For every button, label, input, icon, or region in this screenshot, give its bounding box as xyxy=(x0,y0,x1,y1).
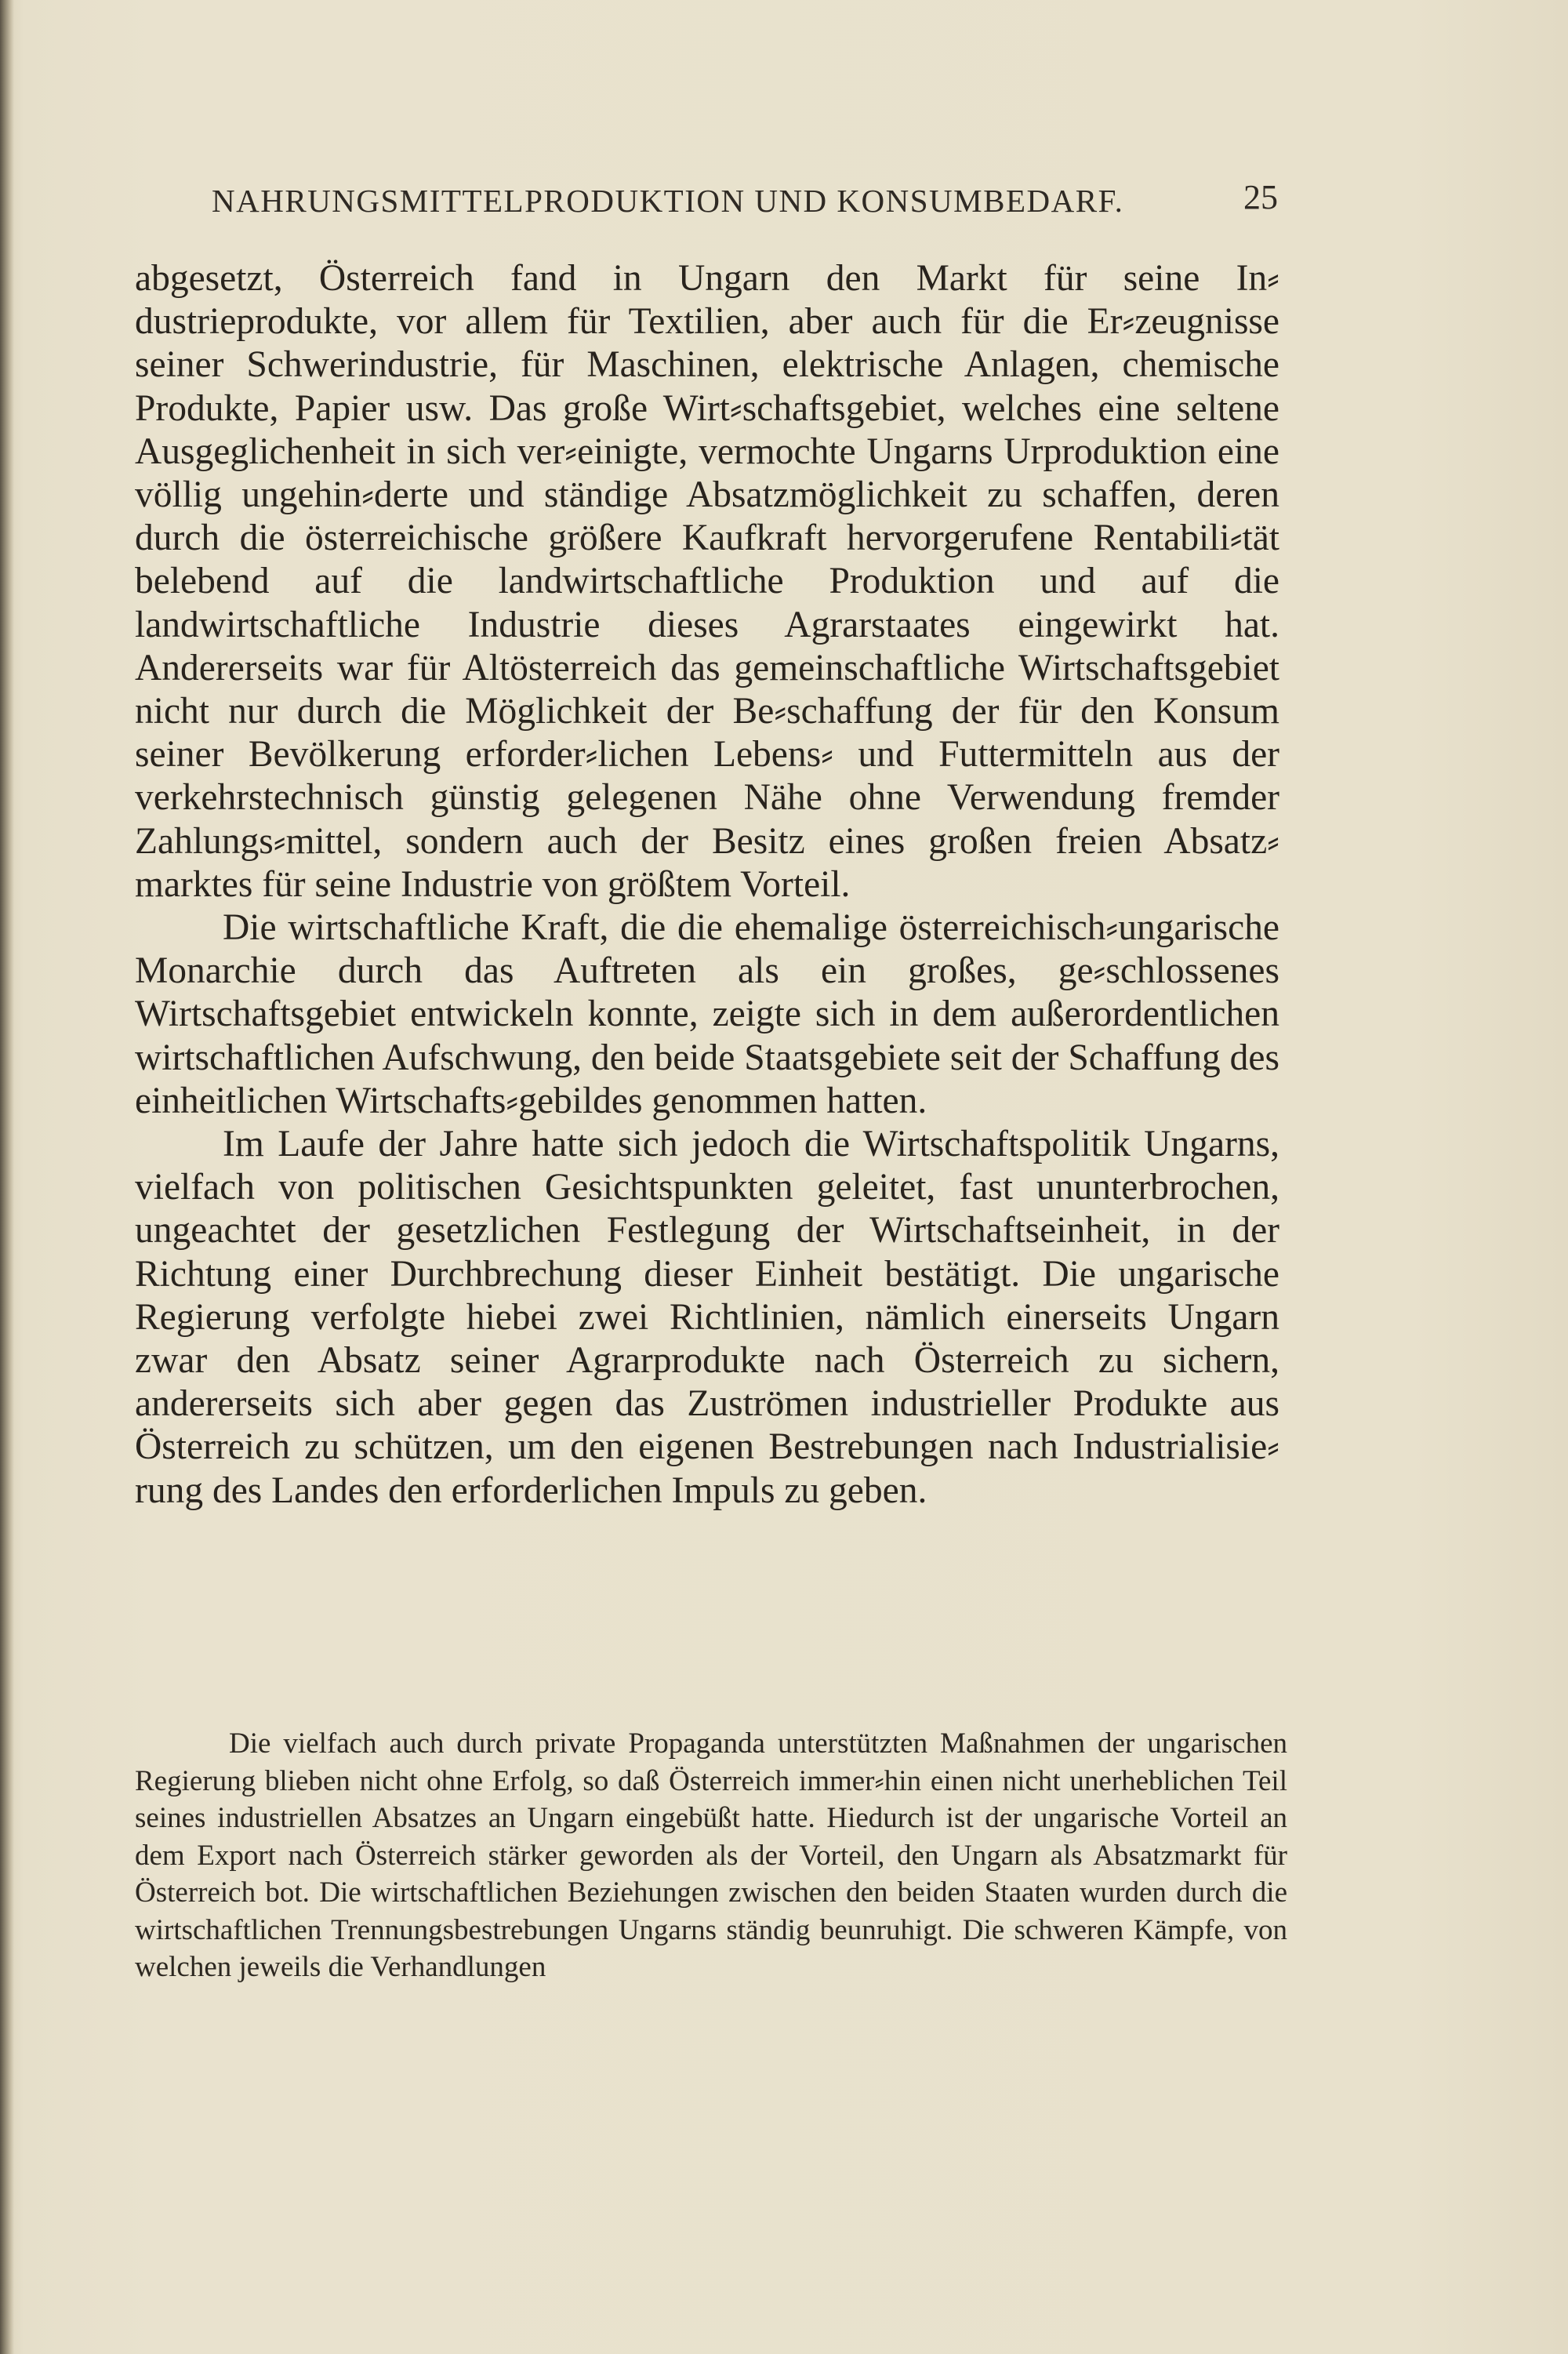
main-text xyxy=(135,257,1279,1513)
page-header xyxy=(212,178,1278,229)
paragraph-3: Im Laufe der Jahre hatte sich jedoch die Wirtschaftspolitik Ungarns, vielfach von politischen Gesichtspunkten geleitet, fast ununterbrochen, ungeachtet der gesetzlichen Festlegung der Wirtschaftseinheit, in der Richtung einer Durchbrechung dieser Einheit bestätigt. Die ungarische Regierung verfolgte hiebei zwei Richtlinien, nämlich einerseits Ungarn zwar den Absatz seiner Agrarprodukte nach Österreich zu sichern, andererseits sich aber gegen das Zuströmen industrieller Produkte aus Österreich zu schützen, um den eigenen Bestrebungen nach Industrialisie⸗rung des Landes den erforderlichen Impuls zu geben. xyxy=(135,1124,1279,1511)
paragraph-1: abgesetzt, Österreich fand in Ungarn den Markt für seine In⸗dustrieprodukte, vor allem für Textilien, aber auch für die Er⸗zeugnisse seiner Schwerindustrie, für Maschinen, elektrische Anlagen, chemische Produkte, Papier usw. Das große Wirt⸗schaftsgebiet, welches eine seltene Ausgeglichenheit in sich ver⸗einigte, vermochte Ungarns Urproduktion eine völlig ungehin⸗derte und ständige Absatzmöglichkeit zu schaffen, deren durch die österreichische größere Kaufkraft hervorgerufene Rentabili⸗tät belebend auf die landwirtschaftliche Produktion und auf die landwirtschaftliche Industrie dieses Agrarstaates eingewirkt hat. Andererseits war für Altösterreich das gemeinschaftliche Wirtschaftsgebiet nicht nur durch die Möglichkeit der Be⸗schaffung der für den Konsum seiner Bevölkerung erforder⸗lichen Lebens⸗ und Futtermitteln aus der verkehrstechnisch günstig gelegenen Nähe ohne Verwendung fremder Zahlungs⸗mittel, sondern auch der Besitz eines großen freien Absatz⸗marktes für seine Industrie von größtem Vorteil. xyxy=(135,258,1279,905)
book-spine-shadow xyxy=(0,0,14,2354)
running-head: NAHRUNGSMITTELPRODUKTION UND KONSUMBEDARF. xyxy=(212,183,1124,219)
footnote: Die vielfach auch durch private Propaganda unterstützten Maßnahmen der ungarischen Regierung blieben nicht ohne Erfolg, so daß Österreich immer⸗hin einen nicht unerheblichen Teil seines industriellen Absatzes an Ungarn eingebüßt hatte. Hiedurch ist der ungarische Vorteil an dem Export nach Österreich stärker geworden als der Vorteil, den Ungarn als Absatzmarkt für Österreich bot. Die wirtschaftlichen Beziehungen zwischen den beiden Staaten wurden durch die wirtschaftlichen Trennungsbestrebungen Ungarns ständig beunruhigt. Die schweren Kämpfe, von welchen jeweils die Verhandlungen xyxy=(135,1727,1287,1983)
page-number: 25 xyxy=(1243,178,1278,216)
paragraph-2: Die wirtschaftliche Kraft, die die ehemalige österreichisch⸗ungarische Monarchie durch das Auftreten als ein großes, ge⸗schlossenes Wirtschaftsgebiet entwickeln konnte, zeigte sich in dem außerordentlichen wirtschaftlichen Aufschwung, den beide Staatsgebiete seit der Schaffung des einheitlichen Wirtschafts⸗gebildes genommen hatten. xyxy=(135,907,1279,1121)
